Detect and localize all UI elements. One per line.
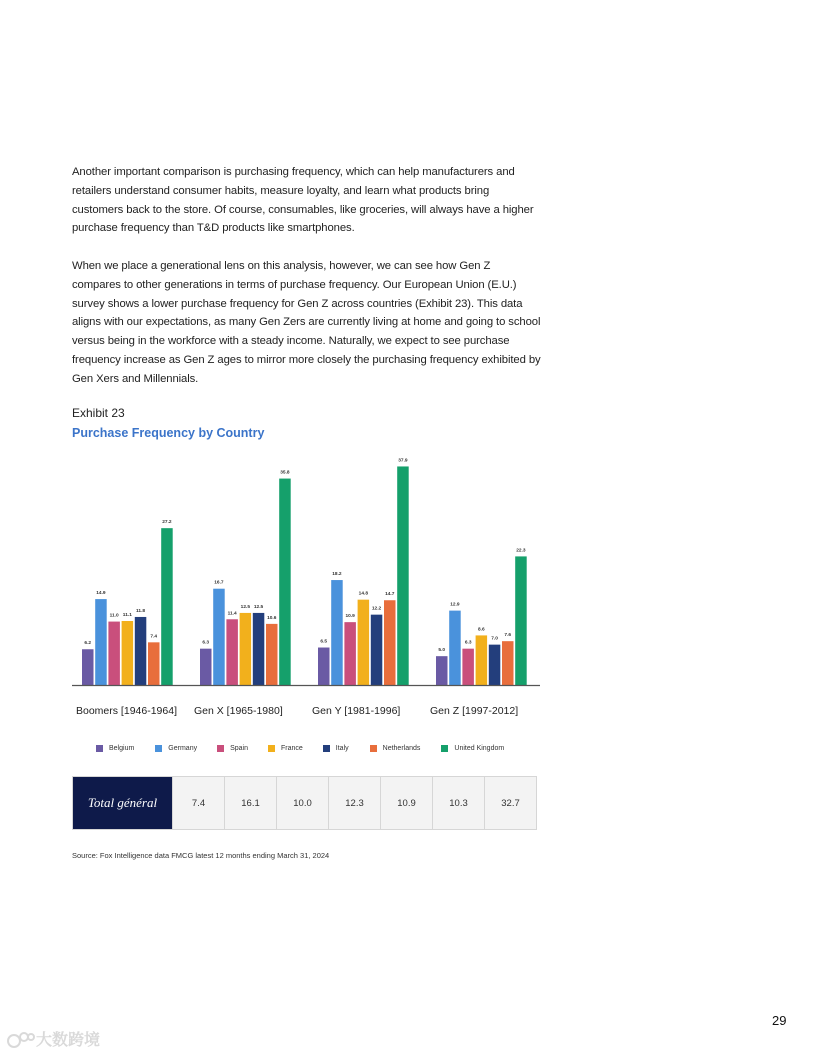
bar-italy-4: [489, 645, 501, 685]
totals-cell-spain: 10.0: [276, 777, 328, 829]
bar-belgium-4: [436, 656, 448, 685]
totals-label: Total général: [73, 777, 172, 829]
legend-item-spain: [217, 745, 248, 752]
bar-france-2: [240, 613, 252, 685]
legend-swatch-united-kingdom: [441, 745, 448, 752]
bar-germany-2: [213, 589, 225, 685]
data-label-belgium-3: 6.5: [320, 639, 328, 645]
data-label-spain-3: 10.9: [345, 614, 355, 620]
bar-spain-1: [108, 622, 120, 685]
source-note: Source: Fox Intelligence data FMCG latest 12 months ending March 31, 2024: [72, 851, 330, 860]
data-label-united-kingdom-2: 35.8: [280, 470, 290, 476]
page-number: 29: [772, 1013, 787, 1028]
legend-label-netherlands: Netherlands: [382, 744, 421, 752]
data-label-belgium-4: 5.0: [438, 648, 446, 654]
bar-united-kingdom-2: [279, 479, 291, 685]
data-label-belgium-2: 6.3: [202, 640, 210, 646]
data-label-italy-1: 11.8: [136, 608, 146, 614]
legend-swatch-belgium: [96, 745, 103, 752]
data-label-italy-2: 12.5: [253, 604, 264, 610]
legend-swatch-france: [268, 745, 275, 752]
data-label-spain-1: 11.0: [109, 613, 119, 619]
category-label-2: Gen X [1965-1980]: [194, 705, 283, 717]
data-label-germany-2: 16.7: [214, 580, 224, 586]
data-label-netherlands-1: 7.4: [150, 634, 158, 640]
data-label-france-2: 12.5: [240, 604, 251, 610]
legend-label-germany: Germany: [168, 744, 198, 752]
totals-cell-france: 12.3: [328, 777, 380, 829]
bar-united-kingdom-4: [515, 556, 527, 685]
intro-paragraph-2: When we place a generational lens on this analysis, however, we can see how Gen Z compares to other generations in terms of purchase frequency. Our European Union (E.U.) survey shows a lower purchase frequency for Gen Z across countries (Exhibit 23). This data aligns with our expectations, as many Gen Zers are currently living at home and going to school versus being in the workforce with a steady income. Naturally, we expect to see purchase frequency increase as Gen Z ages to mirror more closely the purchasing frequency exhibited by Gen Xers and Millennials.: [72, 260, 541, 385]
legend-item-netherlands: [370, 745, 421, 752]
legend-item-belgium: [96, 745, 134, 752]
data-label-france-3: 14.8: [358, 591, 369, 597]
totals-table: [72, 776, 537, 830]
bar-france-4: [476, 635, 488, 685]
data-label-france-1: 11.1: [122, 612, 132, 618]
bar-germany-4: [449, 611, 461, 685]
bar-netherlands-1: [148, 642, 160, 685]
legend-item-germany: [155, 745, 197, 752]
data-label-germany-1: 14.9: [96, 591, 106, 597]
legend-label-united-kingdom: United Kingdom: [454, 744, 505, 752]
intro-paragraph-1: Another important comparison is purchasing frequency, which can help manufacturers and retailers understand consumer habits, measure loyalty, and learn what products bring customers back to the store. Of course, consumables, like groceries, will always have a higher purchase frequency than T&D products like smartphones.: [72, 166, 534, 235]
legend-label-belgium: Belgium: [109, 744, 135, 752]
bar-italy-3: [371, 615, 383, 685]
bar-italy-2: [253, 613, 264, 685]
data-label-netherlands-2: 10.6: [267, 615, 277, 621]
bar-france-1: [122, 621, 134, 685]
data-label-united-kingdom-4: 22.3: [516, 548, 526, 554]
data-label-spain-4: 6.3: [464, 640, 472, 646]
totals-cell-belgium: 7.4: [172, 777, 224, 829]
data-label-germany-4: 12.9: [450, 602, 460, 608]
bar-belgium-1: [82, 649, 94, 685]
legend-item-united-kingdom: [441, 745, 504, 752]
legend-label-spain: Spain: [230, 744, 248, 752]
legend-item-france: [268, 745, 303, 752]
legend-swatch-spain: [217, 745, 224, 752]
totals-cell-united-kingdom: 32.7: [484, 777, 536, 829]
totals-cell-italy: 10.9: [380, 777, 432, 829]
data-label-spain-2: 11.4: [227, 611, 237, 617]
totals-cell-germany: 16.1: [224, 777, 276, 829]
data-label-france-4: 8.6: [478, 627, 485, 633]
legend-label-italy: Italy: [335, 744, 349, 752]
bar-spain-3: [344, 622, 356, 685]
totals-cell-netherlands: 10.3: [432, 777, 484, 829]
bar-belgium-3: [318, 648, 330, 685]
bar-italy-1: [135, 617, 147, 685]
bar-netherlands-3: [384, 600, 396, 685]
data-label-belgium-1: 6.2: [84, 641, 92, 647]
bar-united-kingdom-3: [397, 466, 409, 685]
data-label-italy-3: 12.2: [371, 606, 382, 612]
purchase-frequency-chart: [60, 450, 560, 722]
bar-germany-1: [95, 599, 107, 685]
bar-netherlands-4: [502, 641, 514, 685]
data-label-netherlands-3: 14.7: [385, 592, 395, 598]
bar-belgium-2: [200, 649, 212, 685]
bar-france-3: [358, 600, 370, 685]
watermark-logo-icon: [6, 1029, 36, 1049]
bar-netherlands-2: [266, 624, 278, 685]
legend-swatch-netherlands: [370, 745, 377, 752]
data-label-united-kingdom-1: 27.2: [162, 520, 172, 526]
watermark: [6, 1027, 100, 1050]
bar-united-kingdom-1: [161, 528, 173, 685]
legend-swatch-germany: [155, 745, 162, 752]
exhibit-label: Exhibit 23: [72, 406, 125, 420]
bar-spain-4: [462, 649, 474, 685]
exhibit-title: Purchase Frequency by Country: [72, 426, 265, 440]
bar-germany-3: [331, 580, 343, 685]
chart-legend: [96, 741, 504, 755]
category-label-1: Boomers [1946-1964]: [76, 705, 177, 717]
watermark-text: 大数跨境: [36, 1032, 101, 1049]
legend-label-france: France: [281, 744, 303, 752]
data-label-germany-3: 18.2: [332, 572, 342, 578]
legend-swatch-italy: [323, 745, 330, 752]
bar-spain-2: [226, 619, 238, 685]
data-label-united-kingdom-3: 37.9: [398, 458, 408, 464]
data-label-italy-4: 7.0: [491, 636, 498, 642]
legend-item-italy: [323, 745, 349, 752]
data-label-netherlands-4: 7.6: [504, 633, 512, 639]
category-label-4: Gen Z [1997-2012]: [430, 705, 519, 717]
category-label-3: Gen Y [1981-1996]: [312, 705, 401, 717]
